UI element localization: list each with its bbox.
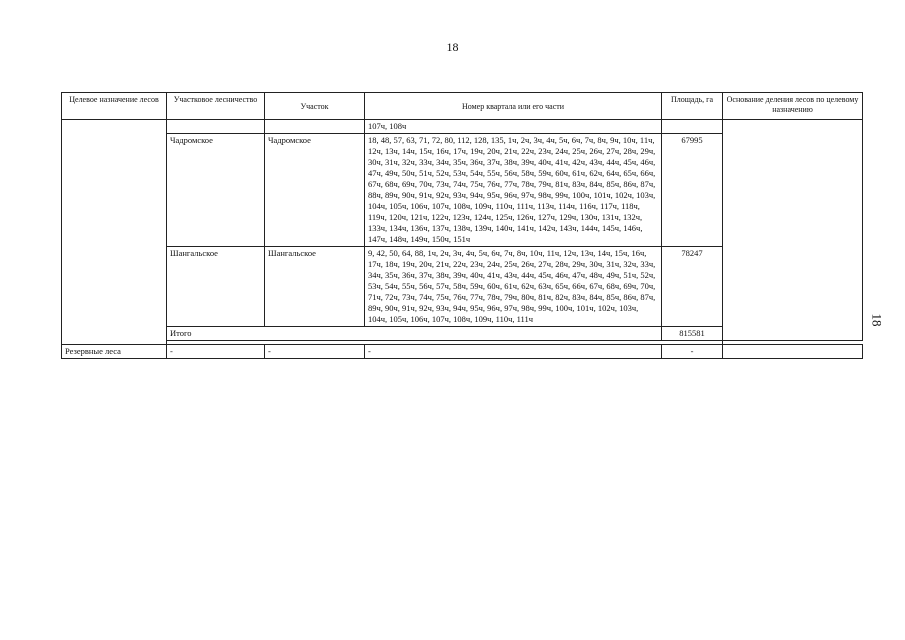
table-header-row bbox=[62, 93, 863, 120]
total-area: 815581 bbox=[662, 327, 723, 341]
cell-plot: Шангальское bbox=[265, 247, 365, 327]
header-basis: Основание деления лесов по целевому назначению bbox=[723, 93, 863, 120]
cell-forestry: Чадромское bbox=[167, 134, 265, 247]
header-forestry: Участковое лесничество bbox=[167, 93, 265, 120]
table-row-reserve bbox=[62, 345, 863, 359]
reserve-basis bbox=[723, 345, 863, 359]
reserve-area: - bbox=[662, 345, 723, 359]
cell-quarters: 18, 48, 57, 63, 71, 72, 80, 112, 128, 135, 1ч, 2ч, 3ч, 4ч, 5ч, 6ч, 7ч, 8ч, 9ч, 10ч, 11ч, 12ч, 13ч, 14ч, 15ч, 16ч, 17ч, 19ч, 20ч, 21ч, 22ч, 23ч, 24ч, 25ч, 26ч, 27ч, 28ч, 29ч, 30ч, 31ч, 32ч, 33ч, 34ч, 35ч, 36ч, 37ч, 38ч, 39ч, 40ч, 41ч, 42ч, 43ч, 44ч, 45ч, 46ч, 47ч, 49ч, 50ч, 51ч, 52ч, 53ч, 54ч, 55ч, 56ч, 58ч, 59ч, 60ч, 61ч, 62ч, 64ч, 65ч, 66ч, 67ч, 68ч, 69ч, 70ч, 73ч, 74ч, 75ч, 76ч, 77ч, 78ч, 79ч, 81ч, 83ч, 84ч, 85ч, 86ч, 87ч, 88ч, 89ч, 90ч, 91ч, 92ч, 93ч, 94ч, 95ч, 96ч, 97ч, 98ч, 99ч, 100ч, 101ч, 102ч, 103ч, 104ч, 105ч, 106ч, 107ч, 108ч, 109ч, 110ч, 111ч, 113ч, 114ч, 116ч, 117ч, 118ч, 119ч, 120ч, 121ч, 122ч, 123ч, 124ч, 125ч, 126ч, 127ч, 129ч, 130ч, 131ч, 132ч, 133ч, 134ч, 136ч, 137ч, 138ч, 139ч, 140ч, 141ч, 142ч, 143ч, 144ч, 145ч, 146ч, 147ч, 148ч, 149ч, 150ч, 151ч bbox=[365, 134, 662, 247]
header-quarters: Номер квартала или его части bbox=[365, 93, 662, 120]
cell-quarters: 9, 42, 50, 64, 88, 1ч, 2ч, 3ч, 4ч, 5ч, 6ч, 7ч, 8ч, 10ч, 11ч, 12ч, 13ч, 14ч, 15ч, 16ч, 17ч, 18ч, 19ч, 20ч, 21ч, 22ч, 23ч, 24ч, 25ч, 26ч, 27ч, 28ч, 29ч, 30ч, 31ч, 32ч, 33ч, 34ч, 35ч, 36ч, 37ч, 38ч, 39ч, 40ч, 41ч, 43ч, 44ч, 45ч, 46ч, 47ч, 48ч, 49ч, 51ч, 52ч, 53ч, 54ч, 55ч, 56ч, 57ч, 58ч, 59ч, 60ч, 61ч, 62ч, 63ч, 65ч, 66ч, 67ч, 68ч, 69ч, 70ч, 71ч, 72ч, 73ч, 74ч, 75ч, 76ч, 77ч, 78ч, 79ч, 80ч, 81ч, 82ч, 83ч, 84ч, 85ч, 86ч, 87ч, 89ч, 90ч, 91ч, 92ч, 93ч, 94ч, 95ч, 96ч, 97ч, 98ч, 99ч, 100ч, 101ч, 102ч, 103ч, 104ч, 105ч, 106ч, 107ч, 108ч, 109ч, 110ч, 111ч bbox=[365, 247, 662, 327]
cell-area: 67995 bbox=[662, 134, 723, 247]
side-page-number: 18 bbox=[869, 313, 885, 327]
cell-area: 78247 bbox=[662, 247, 723, 327]
total-label: Итого bbox=[167, 327, 662, 341]
reserve-quarters: - bbox=[365, 345, 662, 359]
cell-forestry: Шангальское bbox=[167, 247, 265, 327]
reserve-forestry: - bbox=[167, 345, 265, 359]
header-purpose: Целевое назначение лесов bbox=[62, 93, 167, 120]
header-plot: Участок bbox=[265, 93, 365, 120]
page-number: 18 bbox=[446, 40, 459, 54]
reserve-purpose: Резервные леса bbox=[62, 345, 167, 359]
cell-plot: Чадромское bbox=[265, 134, 365, 247]
cell-forestry-empty bbox=[167, 120, 265, 134]
header-area: Площадь, га bbox=[662, 93, 723, 120]
basis-cell-empty bbox=[723, 120, 863, 341]
cell-plot-empty bbox=[265, 120, 365, 134]
table-row-continuation bbox=[62, 120, 863, 134]
cell-quarters-continuation: 107ч, 108ч bbox=[365, 120, 662, 134]
forest-division-table bbox=[61, 92, 863, 359]
cell-area-empty bbox=[662, 120, 723, 134]
purpose-cell-empty bbox=[62, 120, 167, 345]
reserve-plot: - bbox=[265, 345, 365, 359]
